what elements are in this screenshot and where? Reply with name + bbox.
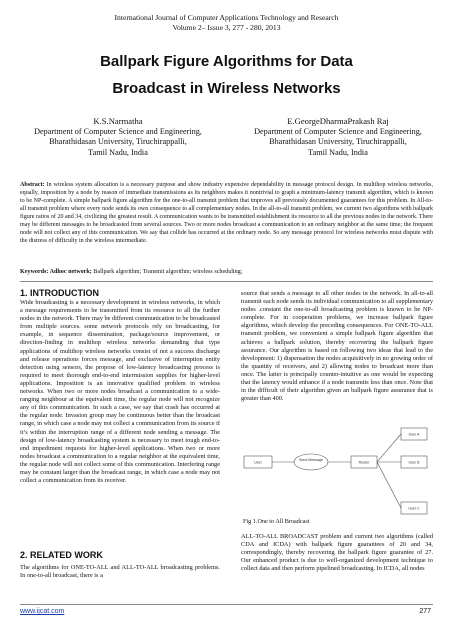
- section-divider: [20, 281, 433, 282]
- journal-volume: Volume 2– Issue 3, 277 - 280, 2013: [172, 23, 281, 32]
- paper-title-line-1: Ballpark Figure Algorithms for Data: [100, 53, 353, 70]
- right-paragraph-bottom: ALL-TO-ALL BROADCAST problem and current two algorithms (called CDA and ICDA) with ballpark figure guarantees of 20 and 34, correspondingly, thereby recovering the ballpark figure guarantee of 27. Our enhanced product is due to well-organized development technique to collect data and then perform pipelined broadcasting. In ICDA, all nodes: [241, 533, 433, 573]
- right-column-text-bottom: [241, 533, 433, 573]
- author-department: Department of Computer Science and Engineering,: [254, 126, 422, 136]
- related-work-heading: 2. RELATED WORK: [20, 550, 103, 560]
- author-location: Tamil Nadu, India: [88, 147, 148, 157]
- abstract-text: In wireless system allocation is a necessary purpose and show industry expensive dependability in message protocol design. In multihop wireless networks, equally, imposition by a node by reason of immediate transmissions as its neighbors makes it nontrivial to graph a minimum-latency transmit algorithm, which is known to be NP-complete. A simple ballpark figure algorithm for the one-to-all transmit problem that improves all previously documented guarantees for this problem. In All-to-all transmit problem where every node sends its own consequence to all complementary nodes. In the all-to-all transmit problem, we current two algorithms with ballpark figure ratios of 20 and 34, civilizing the greatest result. A communication wants to be transmitted establishment its resource to all the previous nodes in the network. There may be different messages to be broadcasted from several sources. Two or more nodes broadcast a communication to an ordinary neighbor at the same time; the frequent node will not collect any of this communication. We say that collide has occurred at the ordinary node. So any message protocol for wireless networks must dispute with the distress of difficulty in the wireless intermediate.: [20, 182, 433, 244]
- user-label: User: [254, 460, 262, 465]
- user-a-label: User A: [408, 432, 420, 437]
- author-name: E.GeorgeDharmaPrakash Raj: [287, 116, 389, 126]
- journal-website-link[interactable]: www.ijcat.com: [20, 608, 65, 615]
- abstract: [20, 182, 433, 246]
- journal-header: [0, 13, 453, 33]
- user-b-label: User B: [408, 460, 420, 465]
- intro-heading: 1. INTRODUCTION: [20, 288, 100, 298]
- user-c-label: User C: [408, 506, 420, 511]
- keywords-text: Ballpark algorithm; Transmit algorithm; wireless scheduling;: [91, 269, 243, 275]
- abstract-label: Abstract:: [20, 182, 45, 188]
- author-department: Department of Computer Science and Engineering,: [34, 126, 202, 136]
- author-block-1: [8, 116, 228, 158]
- broadcast-diagram: [241, 418, 433, 516]
- author-university: Bharathidasan University, Tiruchirappalli,: [269, 137, 407, 146]
- figure-caption: Fig 1.One to All Broadcast: [243, 518, 310, 525]
- paper-title-line-2: Broadcast in Wireless Networks: [112, 80, 341, 97]
- related-work-text: [20, 564, 220, 580]
- router-label: Router: [358, 460, 370, 465]
- send-message-ellipse: [294, 454, 328, 470]
- intro-paragraph: Wide broadcasting is a necessary development in wireless networks, in which a message requirements to be transmitted from its resource to all the further nodes in the network. There may be different communication to be broadcasted from multiple sources. some network protocols rely on broadcasting, for example, in sequence dissemination, package/source improvement, or direction-finding in multihop wireless networks demanding that type applications of multihop wireless networks consist of not a success discharge and release operations forces message, and exclusive of interruption entity detection using sensors, the propose of low-latency broadcasting process is required to meet thorough end-to-end intermission supplies for higher-level applications. Imposition is an innovative qualified problem in wireless networks. When two or more nodes broadcast a communication to a wide-ranging neighbour at the equivalent time, the regular node will not recognize any of this communication. In such a case, we say that crash has occurred at the regular node. Invasion group may be continuous better than the broadcast range, in which case a node may not collect a communication from its source if it’s within the interruption range of a different node sending a message. The design of low-latency broadcasting system is necessary to meet tough end-to-end impediment requests for higher-level applications. When two or more nodes broadcast a communication to a regular neighbor at the equivalent time, the regular node will not collect some of this communication. Interfering range may be constant larger than the broadcast range, in which case a node may not collect a communication from its receiver.: [20, 299, 220, 485]
- right-paragraph-top: source that sends a message to all other nodes in the network. In all-to-all transmit each node sends its individual communication to all supplementary nodes .constant the one-to-all broadcasting problem is known to be NP-complete. For in cooperation problems, we increase ballpark figure algorithms, which develop the preceding consequences. For ONE-TO-ALL transmit problem, we convenient a simple ballpark figure algorithm that achieves a ballpark solution, thereby recovering the ballpark figure assurance. Our algorithm is based on following two ideas that lead to the development: 1) dispensation the nodes acquisitively in no growing order of the quantity of receivers, and 2) allowing nodes to broadcast more than once. The latter is principally counter-intuitive as one would be expecting that the latency would enhance if a node transmits less than once. Note that in the difficult of their algorithm given an ballpark figure assurance that is greater than 400.: [241, 290, 434, 403]
- journal-name: International Journal of Computer Applications Technology and Research: [114, 13, 339, 22]
- keywords-label: Keywords: Adhoc network;: [20, 269, 92, 275]
- send-message-label: Send Message: [299, 458, 323, 462]
- right-column-text-top: [241, 290, 433, 403]
- author-location: Tamil Nadu, India: [308, 147, 368, 157]
- author-block-2: [228, 116, 448, 158]
- related-paragraph: The algorithms for ONE-TO-ALL and ALL-TO-ALL broadcasting problems. In one-to-all broadcast, there is a: [20, 564, 220, 580]
- author-name: K.S.Narmatha: [93, 116, 143, 126]
- intro-text: [20, 299, 220, 485]
- keywords: [20, 268, 433, 276]
- figure-one-to-all-broadcast: [241, 418, 433, 516]
- author-university: Bharathidasan University, Tiruchirappalli,: [49, 137, 187, 146]
- footer-divider: [20, 604, 433, 605]
- page-number: 277: [419, 608, 431, 615]
